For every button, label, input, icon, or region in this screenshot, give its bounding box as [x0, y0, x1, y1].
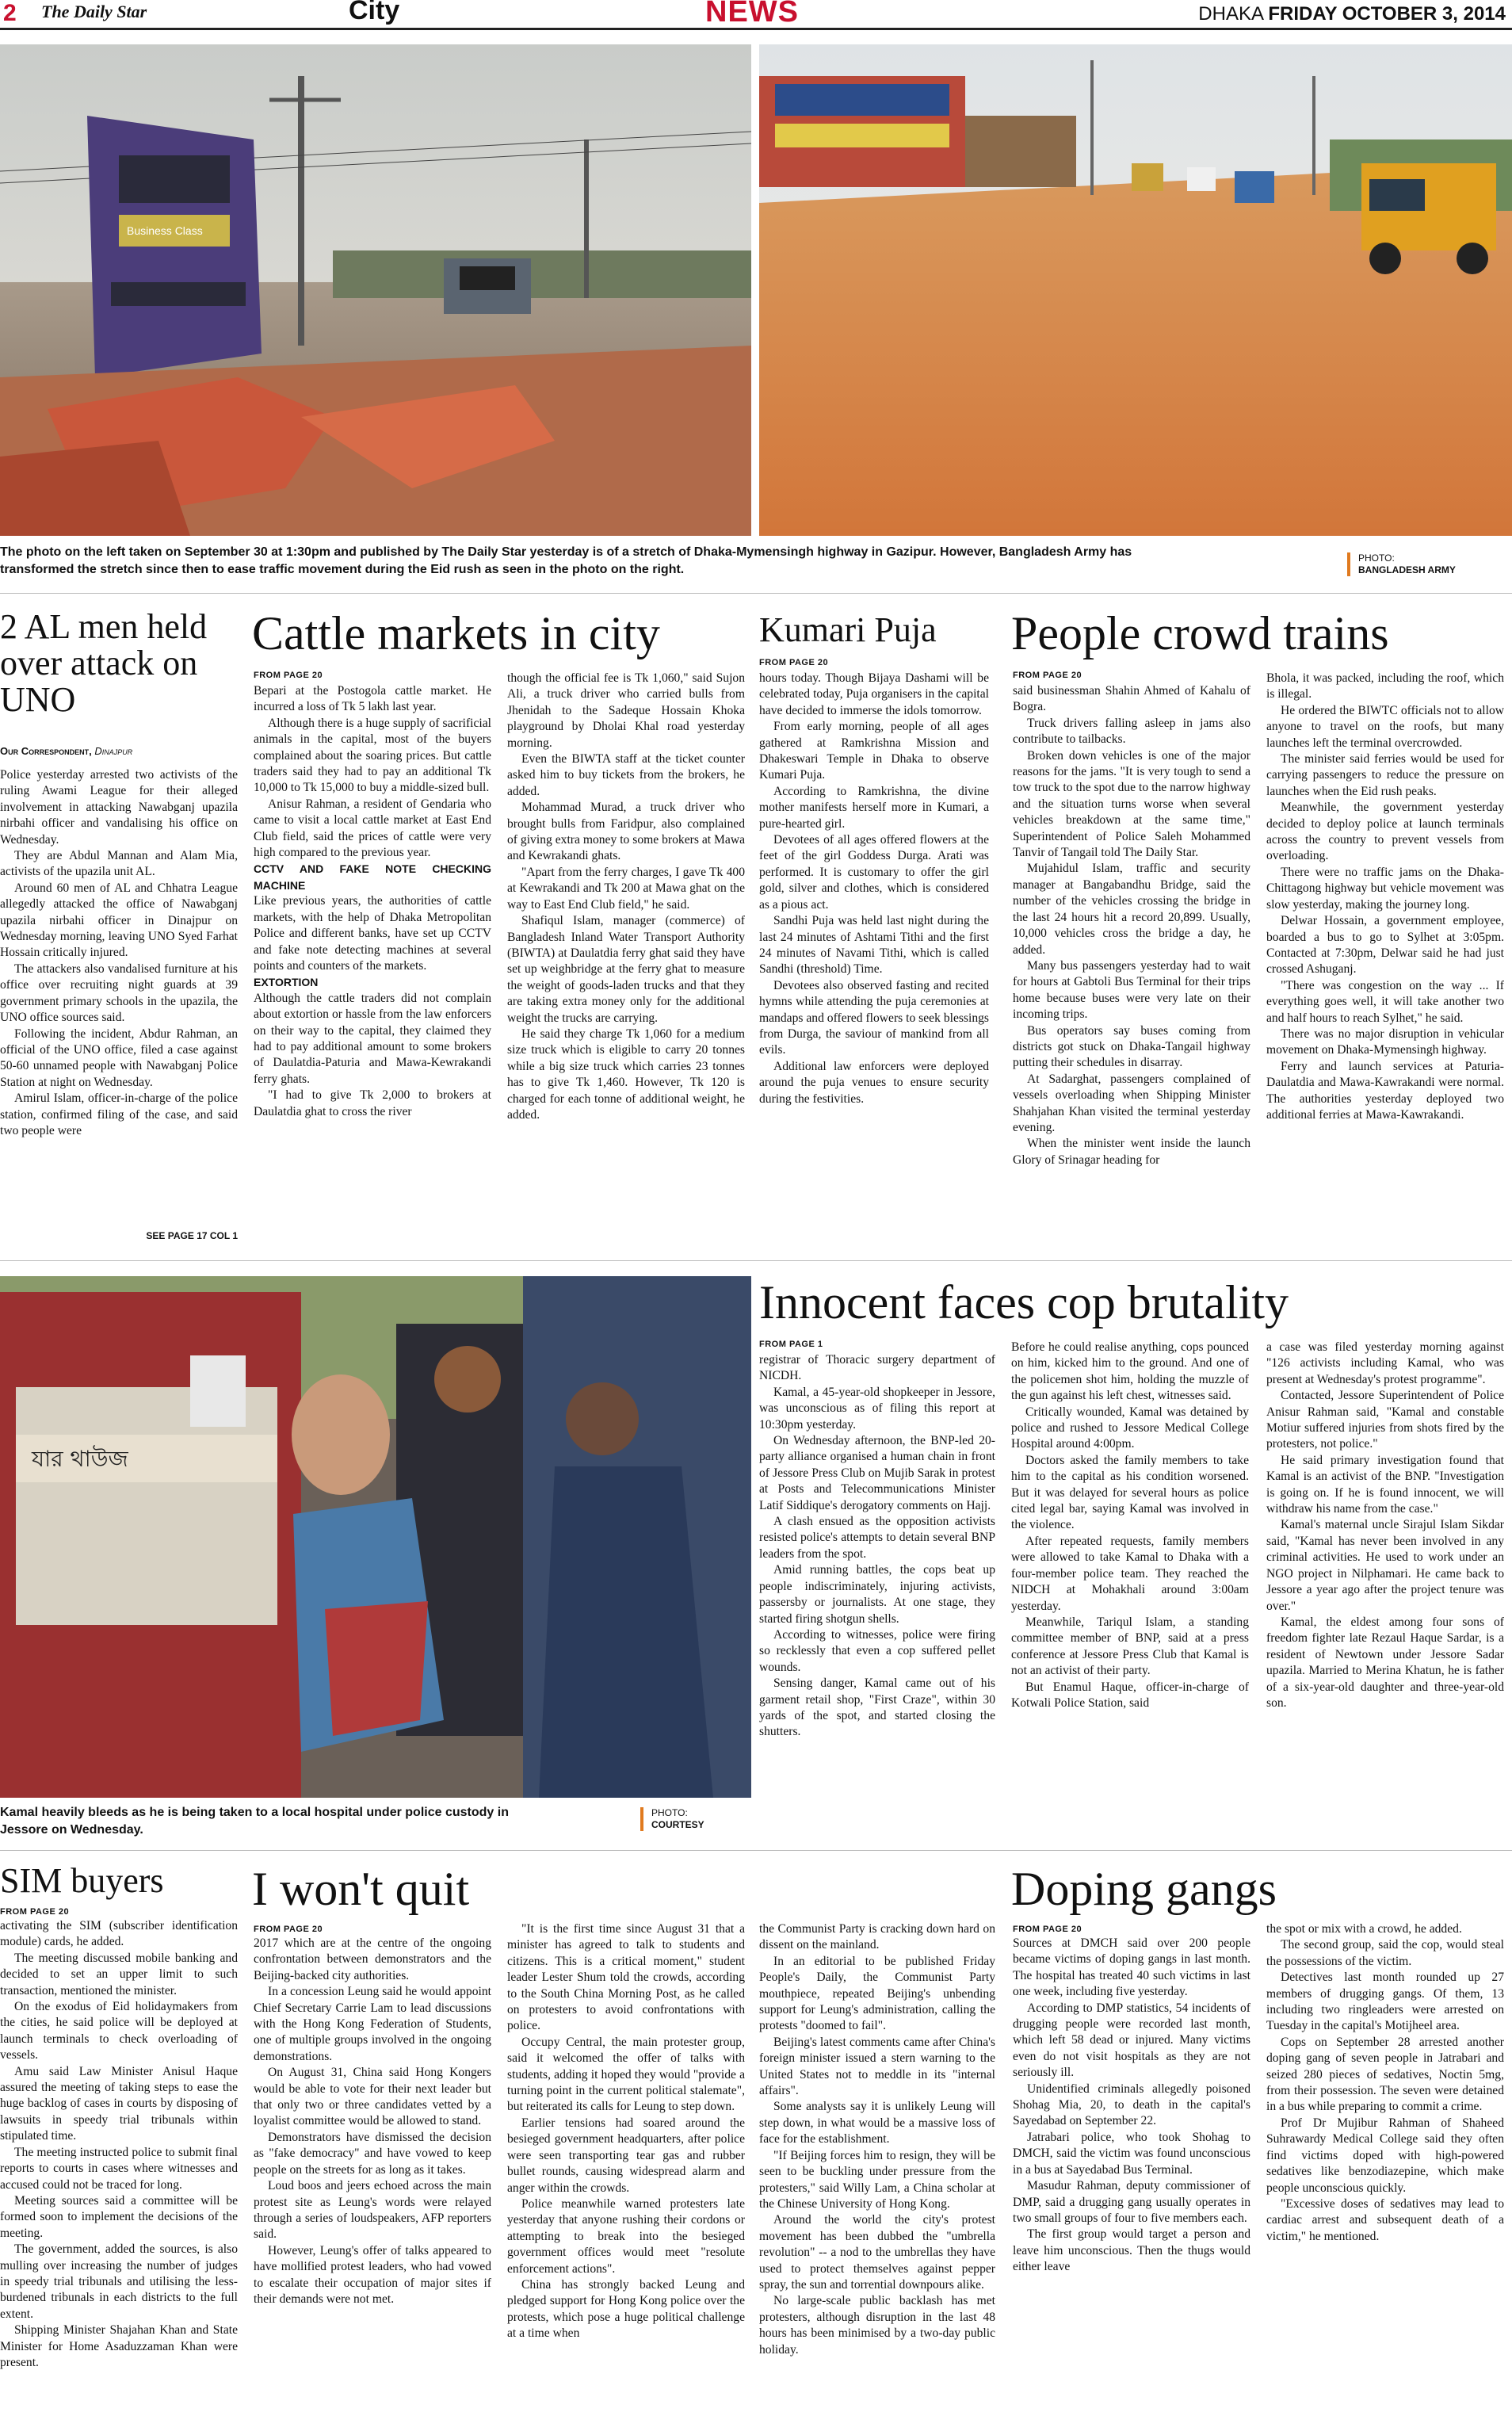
- story-trains-col2: [1266, 671, 1504, 1248]
- paragraph: Bus operators say buses coming from districts got stuck on Dhaka-Tangail highway putting their schedules in disarray.: [1013, 1023, 1250, 1070]
- headline-trains: People crowd trains: [1011, 607, 1389, 659]
- paragraph: activating the SIM (subscriber identification module) cards, he added.: [0, 1919, 238, 1949]
- paragraph: In a concession Leung said he would appoint Chief Secretary Carrie Lam to lead discussions with the Hong Kong Federation of Students, one of multiple groups involved in the ongoing demonstrations.: [254, 1985, 491, 2063]
- paragraph: The attackers also vandalised furniture at his office over recruiting night guards at 39 government primary schools in the upazila, the UNO office sources said.: [0, 961, 238, 1025]
- from-page: FROM PAGE 1: [759, 1340, 823, 1349]
- paragraph: On August 31, China said Hong Kongers would be able to vote for their next leader but that only two or three candidates vetted by a loyalist committee would be allowed to stand.: [254, 2066, 491, 2128]
- subhead: CCTV AND FAKE NOTE CHECKING MACHINE: [254, 862, 491, 892]
- paragraph: Detectives last month rounded up 27 members of drugging gangs. Of them, 13 including two ringleaders were arrested on Tuesday in the capital's Motijheel area.: [1266, 1971, 1504, 2033]
- paragraph: Critically wounded, Kamal was detained by police and rushed to Jessore Medical College Hospital around 4:00pm.: [1011, 1405, 1249, 1451]
- paragraph: According to witnesses, police were firing so recklessly that even a cop suffered pellet wounds.: [759, 1627, 995, 1674]
- byline: [0, 745, 242, 757]
- paragraph: He said primary investigation found that Kamal is an activist of the BNP. "Investigation is going on. If he is found innocent, we will withdraw his name from the case.": [1266, 1453, 1504, 1516]
- divider: [0, 1850, 1512, 1851]
- byline-place: Dinajpur: [94, 745, 133, 757]
- from-page: FROM PAGE 20: [1013, 1925, 1082, 1934]
- paragraph: There was no major disruption in vehicular movement on Dhaka-Mymensingh highway.: [1266, 1026, 1504, 1057]
- paragraph: "If Beijing forces him to resign, they will be seen to be buckling under pressure from the protesters," said Willy Lam, a China scholar at the Chinese University of Hong Kong.: [759, 2148, 995, 2211]
- paragraph: Some analysts say it is unlikely Leung will step down, in what would be a massive loss of face for the establishment.: [759, 2100, 995, 2146]
- credit-label: PHOTO:: [651, 1807, 688, 1818]
- paragraph: On Wednesday afternoon, the BNP-led 20-party alliance organised a human chain in front of Jessore Press Club on Mujib Sarak in protest at Posts and Telecommunications Minister Latif Siddique's derogatory comments on Hajj.: [759, 1434, 995, 1512]
- story-cop-col3: [1266, 1340, 1504, 1839]
- paragraph: Prof Dr Mujibur Rahman of Shaheed Suhrawardy Medical College said they often find victims doped with high-powered sedatives like benzodiazepine, which make people unconscious quickly.: [1266, 2116, 1504, 2195]
- paragraph: Jatrabari police, who took Shohag to DMCH, said the victim was found unconscious in a bus at Sayedabad Bus Terminal.: [1013, 2130, 1250, 2177]
- top-photo-caption: The photo on the left taken on September 30 at 1:30pm and published by The Daily Star yesterday is of a stretch of Dhaka-Mymensingh highway in Gazipur. However, Bangladesh Army has transformed the stretch since then to ease traffic movement during the Eid rush as seen in the photo on the right.: [0, 545, 1132, 576]
- paragraph: Bhola, it was packed, including the roof, which is illegal.: [1266, 671, 1504, 701]
- paragraph: Meanwhile, Tariqul Islam, a standing committee member of BNP, said at a press conference at Jessore Press Club that Kamal is not an activist of their party.: [1011, 1615, 1249, 1678]
- subhead: EXTORTION: [254, 976, 319, 989]
- from-page: FROM PAGE 20: [759, 658, 829, 667]
- paragraph: Broken down vehicles is one of the major reasons for the jams. "It is very tough to send a tow truck to the spot due to the narrow highway and the situation turns worse when several vehicles breakdown at the same time," Superintendent of Police Saleh Mohammed Tanvir of Tangail told The Daily Star.: [1013, 748, 1250, 860]
- paragraph: Before he could realise anything, cops pounced on him, kicked him to the ground. And one of the policemen shot him, holding the muzzle of the gun against his left chest, witnesses said.: [1011, 1340, 1249, 1403]
- bus-text: Business Class: [127, 224, 203, 237]
- headline-doping: Doping gangs: [1011, 1863, 1277, 1915]
- paragraph: According to Ramkrishna, the divine mother manifests herself more in Kumari, a pure-hearted girl.: [759, 784, 989, 831]
- divider: [0, 593, 1512, 594]
- from-page: FROM PAGE 20: [0, 1907, 70, 1917]
- paragraph: After repeated requests, family members were allowed to take Kamal to Dhaka with a four-member police team. They reached the NIDCH at Mohakhali around 3:00am yesterday.: [1011, 1534, 1249, 1613]
- photo-highway-before: [0, 44, 751, 536]
- paragraph: Anisur Rahman, a resident of Gendaria who came to visit a local cattle market at East End Club field, said the prices of cattle were very high compared to the previous year.: [254, 797, 491, 860]
- from-page: FROM PAGE 20: [254, 671, 323, 680]
- paragraph: No large-scale public backlash has met protesters, although disruption in the last 48 hours has been minimised by a two-day public holiday.: [759, 2294, 995, 2357]
- paragraph: The minister said ferries would be used for carrying passengers to reduce the pressure on launches when the Eid rush peaks.: [1266, 752, 1504, 798]
- paragraph: Even the BIWTA staff at the ticket counter asked him to buy tickets from the brokers, he added.: [507, 752, 745, 798]
- see-page-link[interactable]: SEE PAGE 17 COL 1: [146, 1230, 238, 1241]
- paragraph: "It is the first time since August 31 that a minister has agreed to talk to students and citizens. This is a critical moment," student leader Lester Shum told the crowds, according to the South China Morning Post, as he called on protesters to avoid confrontations with police.: [507, 1922, 745, 2033]
- date-city: DHAKA: [1198, 3, 1263, 25]
- paragraph: Although the cattle traders did not complain about extortion or hassle from the law enforcers on their way to the capital, they claimed they had to pay additional amount to some brokers of Daulatdia-Paturia and Mawa-Kewrakandi ferry ghats.: [254, 991, 491, 1086]
- headline-quit: I won't quit: [252, 1863, 470, 1915]
- story-cattle-col2: [507, 671, 745, 1248]
- story-doping-col1: [1013, 1936, 1250, 2414]
- headline-sim: SIM buyers: [0, 1861, 164, 1900]
- paragraph: At Sadarghat, passengers complained of vessels overloading when Shipping Minister Shahjahan Khan visited the terminal yesterday evening.: [1013, 1072, 1250, 1134]
- paragraph: Around the world the city's protest movement has been dubbed the "umbrella revolution" -- a nod to the umbrellas they have used to protect themselves against pepper spray, the sun and torrential downpours alike.: [759, 2213, 995, 2292]
- paragraph: Beijing's latest comments came after China's foreign minister issued a stern warning to the United States not to meddle in its "internal affairs".: [759, 2035, 995, 2098]
- paragraph: Kamal's maternal uncle Sirajul Islam Sikdar said, "Kamal has never been involved in any criminal activities. He used to work under an NGO project in Nilphamari. He came back to Jessore a year ago after the project tenure was over.": [1266, 1518, 1504, 1613]
- paragraph: Shafiqul Islam, manager (commerce) of Bangladesh Inland Water Transport Authority (BIWTA) at Daulatdia ferry ghat said they have set up weighbridge at the ferry ghat to measure the weight of goods-laden trucks and that they are taking extra money only for the additional weight the trucks are carrying.: [507, 914, 745, 1025]
- paragraph: Around 60 men of AL and Chhatra League allegedly attacked the office of Nawabganj upazila nirbahi officer in Dinajpur on Wednesday morning, leaving UNO Syed Farhat Hossain critically injured.: [0, 881, 238, 960]
- paragraph: From early morning, people of all ages gathered at Ramkrishna Mission and Dhakeswari Temple in Dhaka to observe Kumari Puja.: [759, 720, 989, 782]
- page-header: [0, 0, 1512, 30]
- photo-highway-after: [759, 44, 1512, 536]
- paragraph: "I had to give Tk 2,000 to brokers at Daulatdia ghat to cross the river: [254, 1088, 491, 1118]
- paragraph: The second group, said the cop, would steal the possessions of the victim.: [1266, 1938, 1504, 1968]
- paragraph: Bepari at the Postogola cattle market. He incurred a loss of Tk 5 lakh last year.: [254, 684, 491, 714]
- paragraph: Like previous years, the authorities of cattle markets, with the help of Dhaka Metropolitan Police and different banks, have set up CCTV and fake note detecting machines at several points and counters of the markets.: [254, 894, 491, 973]
- paragraph: Police yesterday arrested two activists of the ruling Awami League for their alleged involvement in attacking Nawabganj upazila nirbahi officer and vandalising his office on Wednesday.: [0, 768, 238, 847]
- paragraph: Unidentified criminals allegedly poisoned Shohag Mia, 20, to death in the capital's Sayedabad on September 22.: [1013, 2082, 1250, 2128]
- story-sim-body: [0, 1918, 238, 2414]
- headline-kumari: Kumari Puja: [759, 610, 937, 649]
- paragraph: though the official fee is Tk 1,060," said Sujon Ali, a truck driver who carried bulls from Jhenidah to the Sadeque Hossain Khoka playground by Dholai Khal road yesterday morning.: [507, 671, 745, 750]
- story-cop-col1: [759, 1352, 995, 1839]
- paragraph: Cops on September 28 arrested another doping gang of seven people in Jatrabari and seized 280 pieces of sedatives, Noctin 5mg, from their possession. The seven were detained in a bus while preparing to commit a crime.: [1266, 2035, 1504, 2114]
- paragraph: Although there is a huge supply of sacrificial animals in the capital, most of the buyers complained about the soaring prices. But cattle traders said they had to pay an additional Tk 10,000 to Tk 15,000 to buy a middle-sized bull.: [254, 716, 491, 795]
- paragraph: Ferry and launch services at Paturia-Daulatdia and Mawa-Kawrakandi were normal. The authorities yesterday deployed two additional ferries at Mawa-Kawrakandi.: [1266, 1059, 1504, 1122]
- paragraph: Kamal, a 45-year-old shopkeeper in Jessore, was unconscious as of filing this report at 10:30pm yesterday.: [759, 1385, 995, 1432]
- story-quit-col1: [254, 1936, 491, 2414]
- story-kumari-body: [759, 671, 989, 1248]
- paragraph: Additional law enforcers were deployed around the puja venues to ensure security during the festivities.: [759, 1059, 989, 1106]
- credit-label: PHOTO:: [1358, 552, 1395, 564]
- paragraph: They are Abdul Mannan and Alam Mia, activists of the upazila unit AL.: [0, 849, 238, 879]
- paragraph: Many bus passengers yesterday had to wait for hours at Gabtoli Bus Terminal for their trips home because buses were very late on their incoming trips.: [1013, 958, 1250, 1022]
- paragraph: But Enamul Haque, officer-in-charge of Kotwali Police Station, said: [1011, 1680, 1249, 1710]
- paragraph: In an editorial to be published Friday People's Daily, the Communist Party mouthpiece, repeated Beijing's unbending support for Leung's administration, calling the protests "doomed to fail".: [759, 1954, 995, 2033]
- paragraph: Devotees of all ages offered flowers at the feet of the girl Goddess Durga. Arati was performed. It is customary to offer the girl gold, silver and clothes, which is considered as a pious act.: [759, 833, 989, 912]
- paragraph: Doctors asked the family members to take him to the capital as his condition worsened. But it was delayed for several hours as police cited legal bar, saying Kamal was involved in the violence.: [1011, 1453, 1249, 1532]
- paragraph: The first group would target a person and leave him unconscious. Then the thugs would either leave: [1013, 2227, 1250, 2274]
- paragraph: "Apart from the ferry charges, I gave Tk 400 at Kewrakandi and Tk 200 at Mawa ghat on the way to East End Club field," he said.: [507, 865, 745, 912]
- paragraph: the Communist Party is cracking down hard on dissent on the mainland.: [759, 1922, 995, 1952]
- paragraph: said businessman Shahin Ahmed of Kahalu of Bogra.: [1013, 684, 1250, 714]
- story-trains-col1: [1013, 683, 1250, 1248]
- paragraph: "Excessive doses of sedatives may lead to cardiac arrest and subsequent death of a victim," he mentioned.: [1266, 2196, 1504, 2243]
- paragraph: Masudur Rahman, deputy commissioner of DMP, said a drugging gang usually operates in two small groups of four to five members each.: [1013, 2179, 1250, 2225]
- svg-text:যার থাউজ: যার থাউজ: [32, 1446, 128, 1472]
- paragraph: China has strongly backed Leung and pledged support for Hong Kong police over the protests, which pose a huge political challenge at a time when: [507, 2277, 745, 2341]
- byline-name: Our Correspondent,: [0, 745, 92, 757]
- top-photo-credit: [1347, 552, 1506, 576]
- paragraph: Kamal, the eldest among four sons of freedom fighter late Rezaul Haque Sardar, is a resident of Newtown under Jessore Sadar upazila. Married to Merina Khatun, he is father of a six-year-old daughter and three-year-old son.: [1266, 1615, 1504, 1710]
- paragraph: Delwar Hossain, a government employee, boarded a bus to go to Sylhet at 3:05pm. Contacted at 7:30pm, Delwar said he had just crossed Ashuganj.: [1266, 914, 1504, 977]
- paragraph: He said they charge Tk 1,060 for a medium size truck which is eligible to carry 20 tonnes while a big size truck which carries 23 tonnes has to give Tk 1,460. However, Tk 120 is charged for each tonne of additional weight, he added.: [507, 1026, 745, 1122]
- issue-date: [1198, 3, 1506, 25]
- section-label: NEWS: [705, 0, 799, 29]
- paragraph: Demonstrators have dismissed the decision as "fake democracy" and have vowed to keep people on the streets for as long as it takes.: [254, 2130, 491, 2177]
- paragraph: registrar of Thoracic surgery department of NICDH.: [759, 1353, 995, 1383]
- story-quit-col3: [759, 1921, 995, 2414]
- paragraph: Truck drivers falling asleep in jams also contribute to tailbacks.: [1013, 716, 1250, 747]
- paragraph: A clash ensued as the opposition activists resisted police's attempts to detain several BNP leaders from the spot.: [759, 1515, 995, 1561]
- mid-photo-caption: Kamal heavily bleeds as he is being taken to a local hospital under police custody in Jessore on Wednesday.: [0, 1806, 509, 1837]
- paragraph: He ordered the BIWTC officials not to allow anyone to travel on the roofs, but many launches left the terminal overcrowded.: [1266, 703, 1504, 750]
- paragraph: the spot or mix with a crowd, he added.: [1266, 1922, 1462, 1936]
- photo-injured-man: [0, 1276, 751, 1798]
- paragraph: Meanwhile, the government yesterday decided to deploy police at launch terminals across the country to prevent vessels from overloading.: [1266, 801, 1504, 863]
- paragraph: Police meanwhile warned protesters late yesterday that anyone rushing their cordons or attempting to break into the besieged government offices would meet "resolute enforcement actions".: [507, 2196, 745, 2276]
- from-page: FROM PAGE 20: [1013, 671, 1082, 680]
- paragraph: "There was congestion on the way ... If everything goes well, it will take another two and half hours to reach Sylhet," he said.: [1266, 978, 1504, 1025]
- divider: [0, 1260, 1512, 1261]
- paragraph: Following the incident, Abdur Rahman, an official of the UNO office, filed a case against 50-60 unnamed people with Nawabganj Police Station at night on Wednesday.: [0, 1026, 238, 1089]
- paragraph: Loud boos and jeers echoed across the main protest site as Leung's words were relayed through a series of loudspeakers, AFP reporters said.: [254, 2179, 491, 2242]
- paragraph: The government, added the sources, is also mulling over increasing the number of judges in speedy trial tribunals and utilising the less-burdened tribunals in each districts to the full extent.: [0, 2242, 238, 2321]
- paragraph: Sensing danger, Kamal came out of his garment retail shop, "First Craze", within 30 yards of the spot, and started closing the shutters.: [759, 1676, 995, 1739]
- paragraph: Sandhi Puja was held last night during the last 24 minutes of Ashtami Tithi and the first 24 minutes of Navami Tithi, which is called Sandhi (threshold) Time.: [759, 914, 989, 977]
- story-cop-col2: [1011, 1340, 1249, 1839]
- paragraph: Amirul Islam, officer-in-charge of the police station, confirmed filing of the case, and said two people were: [0, 1091, 238, 1137]
- story-cattle-col1: [254, 683, 491, 1248]
- credit-name: COURTESY: [651, 1819, 704, 1830]
- paragraph: Meeting sources said a committee will be formed soon to implement the decisions of the meeting.: [0, 2193, 238, 2240]
- date-text: FRIDAY OCTOBER 3, 2014: [1268, 3, 1506, 25]
- paragraph: hours today. Though Bijaya Dashami will be celebrated today, Puja organisers in the capital have decided to immerse the idols tomorrow.: [759, 671, 989, 717]
- paragraph: Amu said Law Minister Anisul Haque assured the meeting of taking steps to ease the huge backlog of cases in courts by disposing of lawsuits in speedy trial tribunals within stipulated time.: [0, 2064, 238, 2143]
- section-title: City: [349, 0, 400, 25]
- paragraph: 2017 which are at the centre of the ongoing confrontation between demonstrators and the Beijing-backed city authorities.: [254, 1936, 491, 1982]
- credit-name: BANGLADESH ARMY: [1358, 564, 1456, 575]
- paragraph: a case was filed yesterday morning against "126 activists including Kamal, who was present at Wednesday's protest programme".: [1266, 1340, 1504, 1386]
- paragraph: Contacted, Jessore Superintendent of Police Anisur Rahman said, "Kamal and constable Motiur suffered injuries from shots fired by the protesters, not police.": [1266, 1389, 1504, 1451]
- bus-shape: [87, 116, 262, 377]
- paragraph: When the minister went inside the launch Glory of Srinagar heading for: [1013, 1137, 1250, 1167]
- paragraph: The meeting instructed police to submit final reports to courts in cases where witnesses and accused could not be traced for long.: [0, 2145, 238, 2192]
- paragraph: Earlier tensions had soared around the besieged government headquarters, after police were seen transporting tear gas and rubber bullet rounds, causing widespread alarm and anger within the crowds.: [507, 2116, 745, 2195]
- mid-photo-credit: [640, 1807, 751, 1831]
- headline-cop: Innocent faces cop brutality: [759, 1276, 1289, 1328]
- headline-cattle: Cattle markets in city: [252, 607, 660, 659]
- paragraph: There were no traffic jams on the Dhaka-Chittagong highway but vehicle movement was slow yesterday, making the journey long.: [1266, 865, 1504, 912]
- paragraph: Occupy Central, the main protester group, said it welcomed the offer of talks with students, adding it hoped they would "provide a turning point in the current political stalemate", but reiterated its calls for Leung to step down.: [507, 2035, 745, 2114]
- paragraph: Sources at DMCH said over 200 people became victims of doping gangs in last month. The hospital has treated 40 such victims in last one week, including five yesterday.: [1013, 1936, 1250, 1999]
- paragraph: On the exodus of Eid holidaymakers from the cities, he said police will be deployed at launch terminals to check overloading of vessels.: [0, 2000, 238, 2062]
- story-al-body: [0, 767, 238, 1221]
- paragraph: Shipping Minister Shajahan Khan and State Minister for Home Asaduzzaman Khan were present.: [0, 2323, 238, 2369]
- paragraph: The meeting discussed mobile banking and decided to set an upper limit to such transaction, mentioned the minister.: [0, 1951, 238, 1997]
- story-quit-col2: [507, 1921, 745, 2414]
- paragraph: According to DMP statistics, 54 incidents of drugging people were recorded last month, which left 58 dead or injured. Many victims even do not visit hospitals as they are not seriously ill.: [1013, 2001, 1250, 2080]
- paragraph: Mujahidul Islam, traffic and security manager at Bangabandhu Bridge, said the number of the vehicles crossing the bridge in the last 24 hours hit a record 20,899. Usually, 10,000 vehicles cross the bridge a day, he added.: [1013, 862, 1250, 957]
- headline-al-men: 2 AL men held over attack on UNO: [0, 607, 208, 720]
- masthead: The Daily Star: [41, 2, 147, 21]
- paragraph: However, Leung's offer of talks appeared to have mollified protest leaders, who had vowed to escalate their occupation of major sites if their demands were not met.: [254, 2243, 491, 2306]
- paragraph: Mohammad Murad, a truck driver who brought bulls from Faridpur, also complained of giving extra money to some brokers at Mawa and Kewrakandi ghats.: [507, 801, 745, 863]
- from-page: FROM PAGE 20: [254, 1925, 323, 1934]
- page-number: 2: [3, 0, 17, 26]
- paragraph: Amid running battles, the cops beat up people indiscriminately, injuring activists, passersby or journalists. At one stage, they started firing shotgun shells.: [759, 1563, 995, 1626]
- story-doping-col2: [1266, 1921, 1504, 2414]
- paragraph: Devotees also observed fasting and recited hymns while attending the puja ceremonies at mandaps and offered flowers to seek blessings from Durga, the saviour of mankind from all evils.: [759, 978, 989, 1057]
